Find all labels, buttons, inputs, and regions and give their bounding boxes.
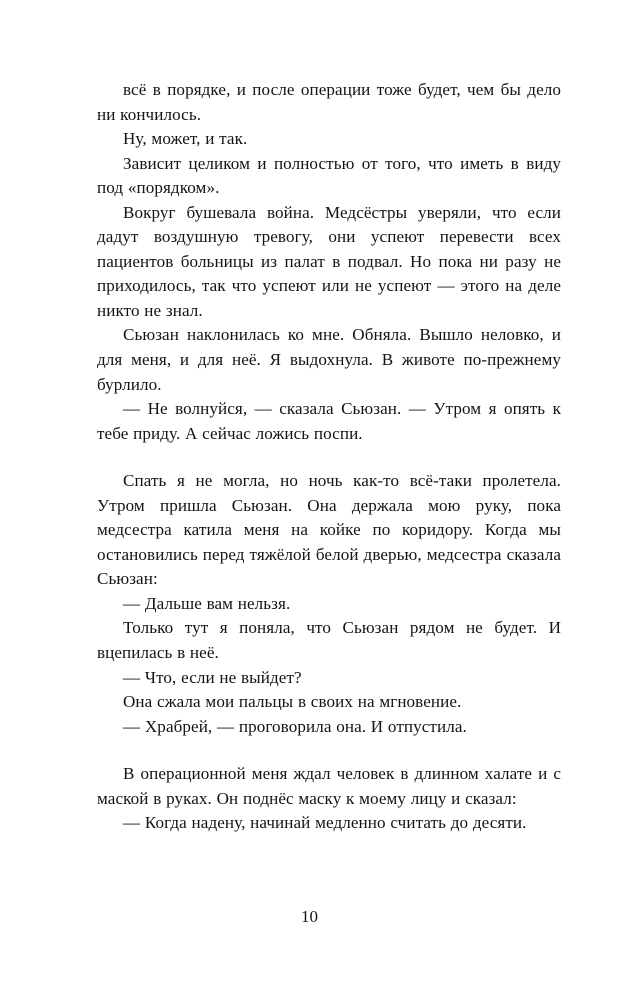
paragraph: Только тут я поняла, что Сьюзан рядом не будет. И вцепилась в неё. [97,618,561,663]
paragraph: В операционной меня ждал человек в длинном халате и с маской в руках. Он поднёс маску к моему лицу и сказал: [97,764,561,808]
page-number: 10 [301,907,318,926]
paragraph: — Когда надену, начинай медленно считать до десяти. [123,813,527,833]
paragraph: — Что, если не выйдет? [123,667,302,687]
paragraph: Вокруг бушевала война. Медсёстры уверяли, что если дадут воздушную тревогу, они успеют перевести всех пациентов больницы из палат в подвал. Но пока ни разу не приходилось, так что успеют или не успеют — этого на деле никто не знал. [97,202,561,320]
page-text-body [97,78,561,836]
paragraph: всё в порядке, и после операции тоже будет, чем бы дело ни кончилось. [97,80,561,124]
paragraph: Она сжала мои пальцы в своих на мгновение. [123,692,462,712]
paragraph-group-1 [97,78,561,446]
paragraph: Ну, может, и так. [123,129,248,149]
paragraph: — Храбрей, — проговорила она. И отпустила. [123,716,467,736]
paragraph-group-2 [97,469,561,739]
paragraph: Зависит целиком и полностью от того, что иметь в виду под «порядком». [97,153,561,198]
paragraph: — Дальше вам нельзя. [123,593,291,613]
paragraph: Сьюзан наклонилась ко мне. Обняла. Вышло неловко, и для меня, и для неё. Я выдохнула. В животе по-прежнему бурлило. [97,325,561,394]
paragraph: Спать я не могла, но ночь как-то всё-таки пролетела. Утром пришла Сьюзан. Она держала мою руку, пока медсестра катила меня на койке по коридору. Когда мы остановились перед тяжёлой белой дверью, медсестра сказала Сьюзан: [97,471,561,589]
paragraph: — Не волнуйся, — сказала Сьюзан. — Утром я опять к тебе приду. А сейчас ложись поспи. [97,399,561,443]
paragraph-group-3 [97,762,561,836]
